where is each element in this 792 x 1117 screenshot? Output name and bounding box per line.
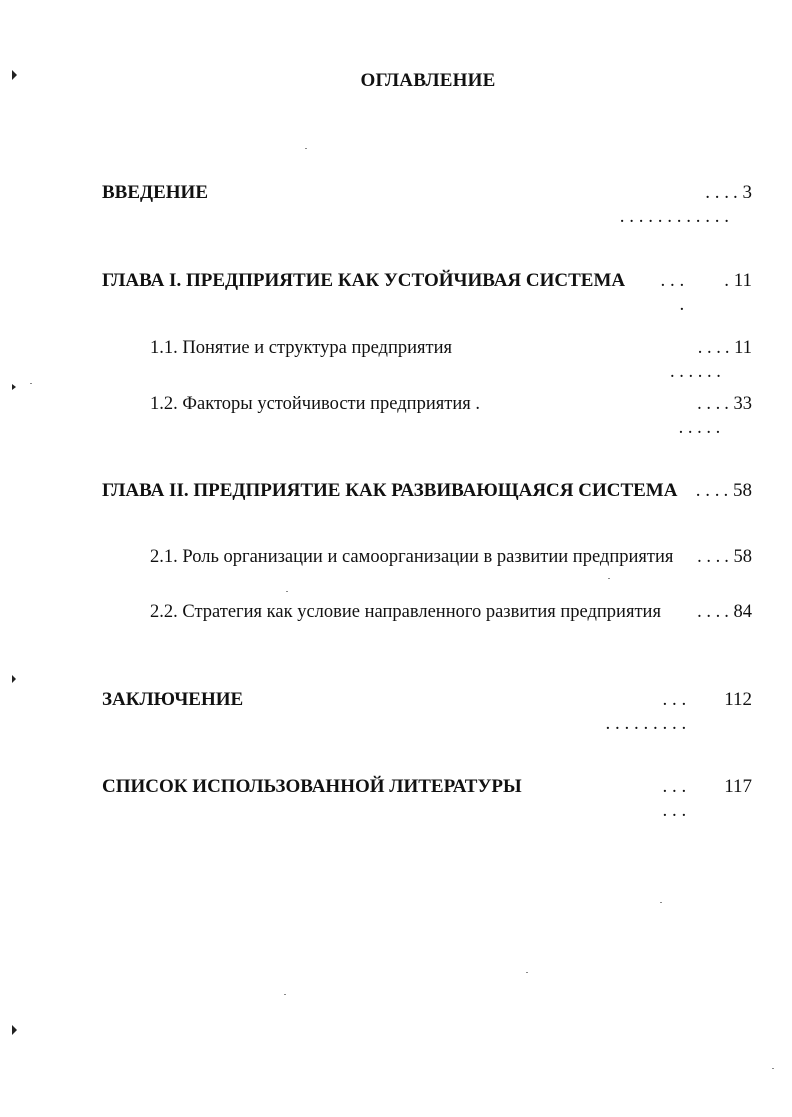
- toc-page-number: . 58: [724, 547, 752, 567]
- scan-speck: [30, 383, 32, 384]
- scan-speck: [284, 994, 286, 995]
- toc-dot-leader: [677, 479, 723, 503]
- toc-entry-label: 1.1. Понятие и структура предприятия: [150, 338, 453, 358]
- toc-entry-label: ЗАКЛЮЧЕНИЕ: [102, 689, 244, 710]
- toc-entry-label: 1.2. Факторы устойчивости предприятия .: [150, 394, 480, 414]
- toc-entry-label: ВВЕДЕНИЕ: [102, 182, 208, 203]
- scan-speck: [526, 972, 528, 973]
- toc-entry-bibliography: [102, 775, 752, 823]
- toc-entry-label: ГЛАВА I. ПРЕДПРИЯТИЕ КАК УСТОЙЧИВАЯ СИСТЕМА: [102, 270, 626, 291]
- toc-entry-label: ГЛАВА II. ПРЕДПРИЯТИЕ КАК РАЗВИВАЮЩАЯСЯ СИСТЕМА: [102, 480, 678, 501]
- scan-edge-mark: [12, 675, 16, 683]
- toc-dot-leader: . . . . . . . . . .: [243, 688, 724, 736]
- toc-entry-introduction: [102, 181, 752, 229]
- toc-entry-label: 2.2. Стратегия как условие направленного развития предприятия: [150, 602, 661, 622]
- scan-speck: [305, 148, 307, 149]
- scan-speck: [286, 591, 288, 592]
- toc-entry-section-1-2: [150, 392, 752, 440]
- toc-dot-leader: [661, 600, 724, 624]
- toc-entry-chapter-2: [102, 479, 752, 503]
- scan-edge-mark: [12, 70, 17, 80]
- toc-dot-leader: . . . . . . . . . . . . .: [208, 181, 733, 229]
- toc-page-number: . 3: [733, 182, 752, 203]
- toc-dot-leader: . . . .: [522, 775, 725, 823]
- toc-page-number: 117: [724, 776, 752, 797]
- toc-dot-leader: . . . . . .: [480, 392, 724, 440]
- page-title: ОГЛАВЛЕНИЕ: [360, 70, 496, 91]
- scan-speck: [608, 578, 610, 579]
- scan-speck: [660, 902, 662, 903]
- toc-page-number: 112: [724, 689, 752, 710]
- toc-entry-label: СПИСОК ИСПОЛЬЗОВАННОЙ ЛИТЕРАТУРЫ: [102, 776, 522, 797]
- toc-page-number: . 33: [724, 394, 752, 414]
- scan-speck: [772, 1068, 774, 1069]
- toc-page-number: . 11: [724, 338, 752, 358]
- toc-page-number: . 84: [724, 602, 752, 622]
- scan-edge-mark: [12, 1025, 17, 1035]
- toc-dot-leader: . .: [625, 269, 724, 317]
- toc-entry-conclusion: [102, 688, 752, 736]
- toc-entry-label: 2.1. Роль организации и самоорганизации в развитии предприятия: [150, 547, 674, 567]
- toc-page-number: . 58: [723, 480, 752, 501]
- toc-entry-chapter-1: [102, 269, 752, 317]
- toc-entry-section-2-2: [150, 600, 752, 624]
- toc-entry-section-2-1: [150, 545, 752, 569]
- scan-edge-mark: [12, 384, 16, 390]
- toc-dot-leader: . . . . . . .: [452, 336, 725, 384]
- toc-page-number: . 11: [724, 270, 752, 291]
- toc-dot-leader: [673, 545, 724, 569]
- toc-entry-section-1-1: [150, 336, 752, 384]
